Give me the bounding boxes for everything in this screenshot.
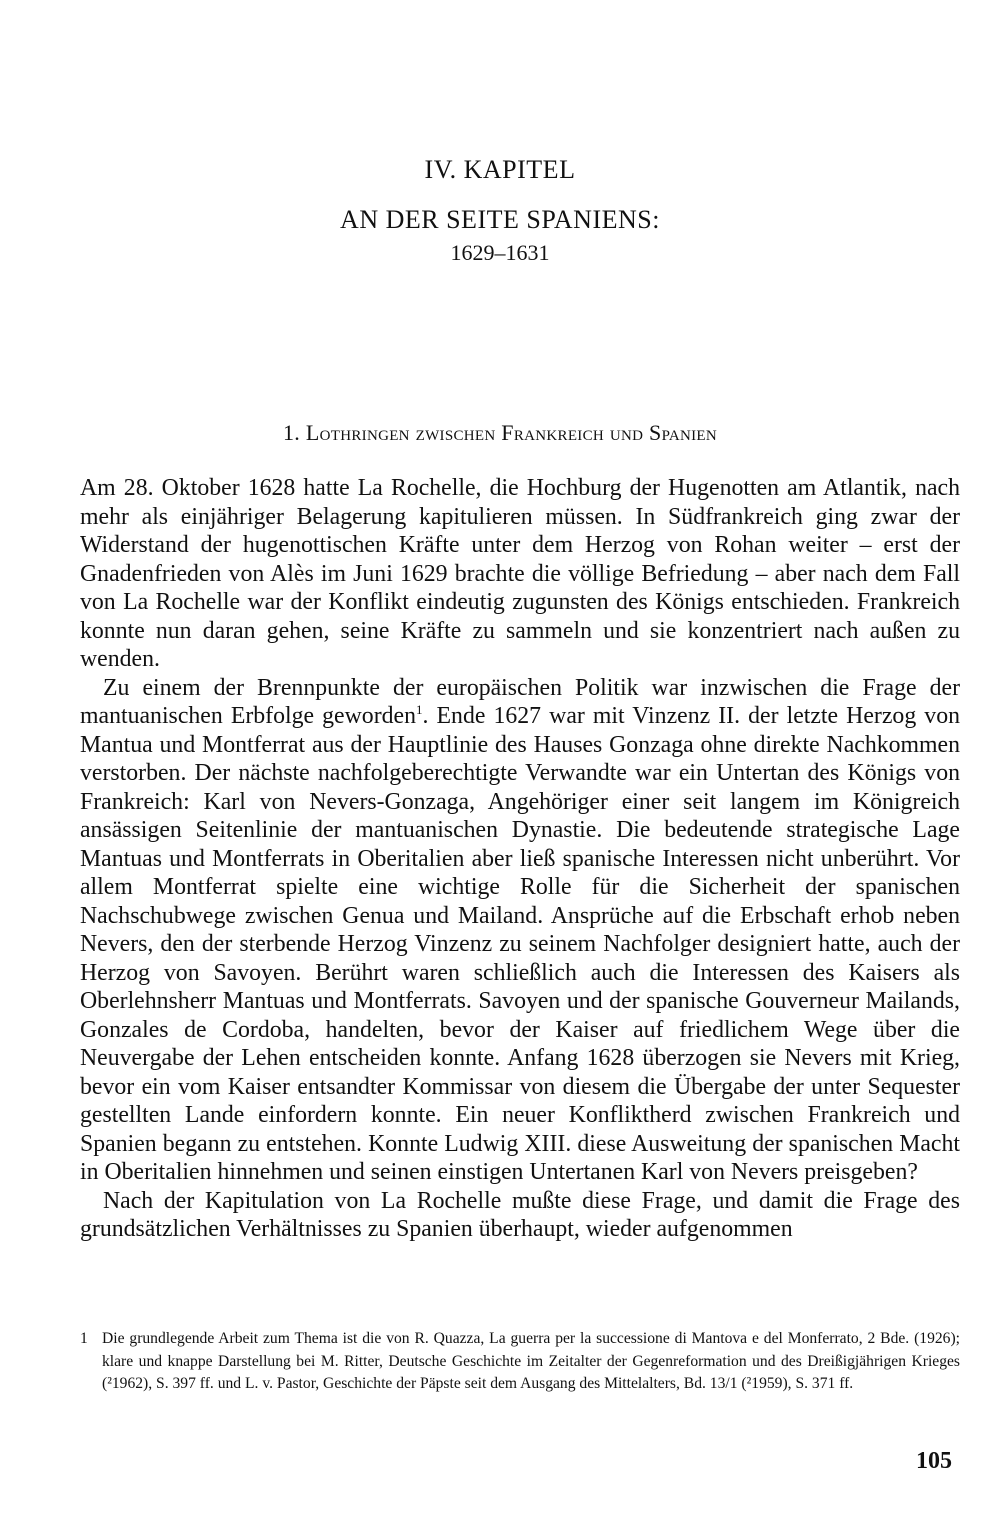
footnotes [80,1328,960,1396]
paragraph-1: Am 28. Oktober 1628 hatte La Rochelle, die Hochburg der Hugenotten am Atlantik, nach mehr als einjähriger Belagerung kapitulieren müssen. In Südfrankreich ging zwar der Widerstand der hugenottischen Kräfte unter dem Herzog von Rohan weiter – erst der Gnadenfrieden von Alès im Juni 1629 brachte die völlige Befriedung – aber nach dem Fall von La Rochelle war der Konflikt eindeutig zugunsten des Königs entschieden. Frankreich konnte nun daran gehen, seine Kräfte zu sammeln und sie konzentriert nach außen zu wenden. [80,475,960,672]
chapter-number: IV. KAPITEL [424,155,576,184]
page-number: 105 [916,1448,952,1474]
footnote-reference: 1 [415,702,423,718]
chapter-title: AN DER SEITE SPANIENS: [340,205,660,234]
footnote-text: Die grundlegende Arbeit zum Thema ist die von R. Quazza, La guerra per la successione di Mantova e del Monferrato, 2 Bde. (1926); klare und knappe Darstellung bei M. Ritter, Deutsche Geschichte im Zeitalter der Gegenreformation und des Dreißigjährigen Krieges (²1962), S. 397 ff. und L. v. Pastor, Geschichte der Päpste seit dem Ausgang des Mittelalters, Bd. 13/1 (²1959), S. 371 ff. [102,1330,960,1392]
chapter-years: 1629–1631 [450,240,550,265]
paragraph-2-text-after-note: . Ende 1627 war mit Vinzenz II. der letzte Herzog von Mantua und Montferrat aus der Hauptlinie des Hauses Gonzaga ohne direkte Nachkommen verstorben. Der nächste nachfolgeberechtigte Verwandte war ein Untertan des Königs von Frankreich: Karl von Nevers-Gonzaga, Angehöriger einer seit langem im Königreich ansässigen Seitenlinie der mantuanischen Dynastie. Die bedeutende strategische Lage Mantuas und Montferrats in Oberitalien aber ließ spanische Interessen nicht unberührt. Vor allem Montferrat spielte eine wichtige Rolle für die Sicherheit der spanischen Nachschubwege zwischen Genua und Mailand. Ansprüche auf die Erbschaft erhob neben Nevers, den der sterbende Herzog Vinzenz zu seinem Nachfolger designiert hatte, auch der Herzog von Savoyen. Berührt waren schließlich auch die Interessen des Kaisers als Oberlehnsherr Mantuas und Montferrats. Savoyen und der spanische Gouverneur Mailands, Gonzales de Cordoba, handelten, bevor der Kaiser auf friedlichem Wege über die Neuvergabe der Lehen entscheiden konnte. Anfang 1628 überzogen sie Nevers mit Krieg, bevor ein vom Kaiser entsandter Kommissar von diesem die Übergabe der unter Sequester gestellten Lande einfordern konnte. Ein neuer Konfliktherd zwischen Frankreich und Spanien begann zu entstehen. Konnte Ludwig XIII. diese Ausweitung der spanischen Macht in Oberitalien hinnehmen und seinen einstigen Untertanen Karl von Nevers preisgeben? [80,703,960,1185]
paragraph-2-text-before-note: Zu einem der Brennpunkte der europäischen Politik war inzwischen die Frage der mantuanischen Erbfolge geworden [80,674,960,729]
footnote-number: 1 [80,1330,88,1347]
footnote-1 [80,1328,960,1396]
paragraph-3: Nach der Kapitulation von La Rochelle mußte diese Frage, und damit die Frage des grundsätzlichen Verhältnisses zu Spanien überhaupt, wieder aufgenommen [80,1187,960,1242]
section-heading: 1. Lothringen zwischen Frankreich und Spanien [282,420,717,445]
paragraph-2 [80,674,960,1187]
body-text [80,474,960,1244]
